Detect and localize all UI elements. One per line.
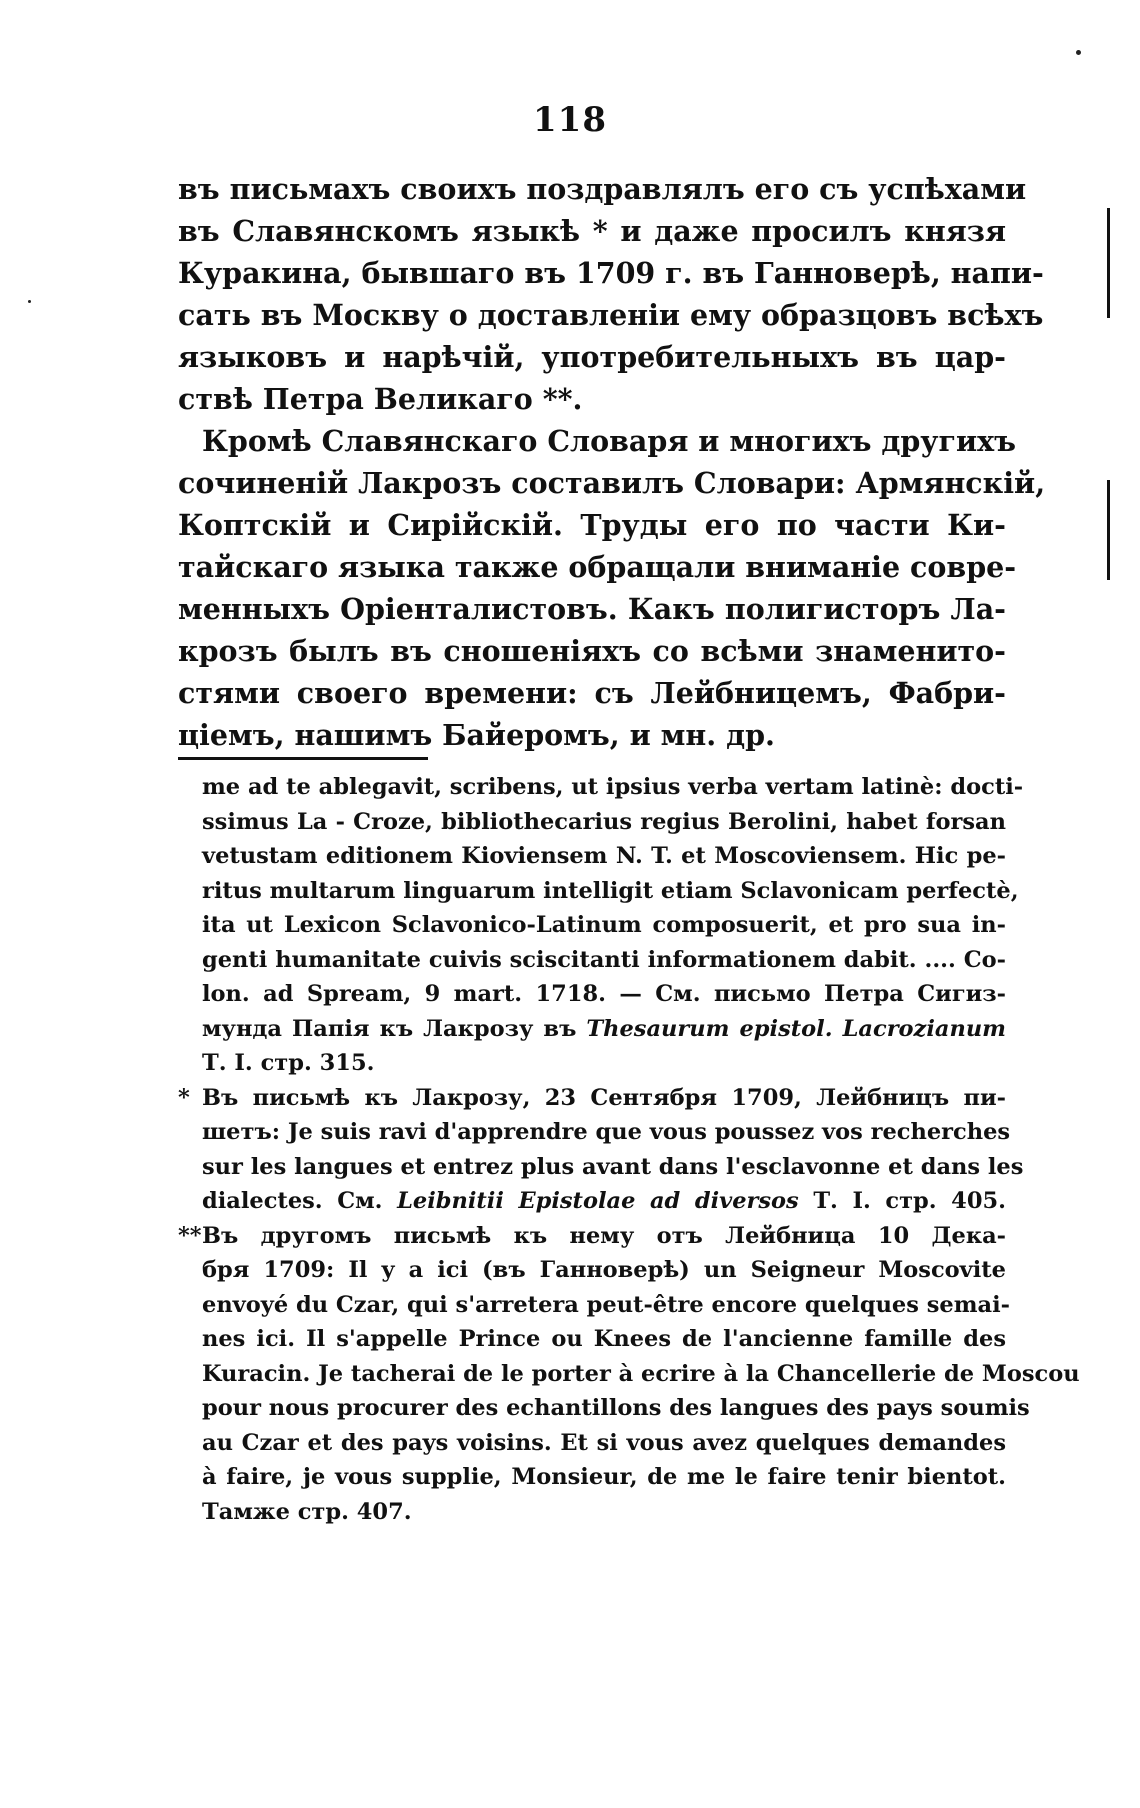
footnote-line: genti humanitate cuivis sciscitanti informationem dabit. .... Co- [202,946,1006,973]
main-line: стями своего времени: съ Лейбницемъ, Фабри- [178,676,1006,710]
footnote-mark: * [178,1084,190,1111]
footnote-italic-title: Thesaurum epistol. Lacrozianum [586,1015,1006,1042]
footnote-line: ssimus La - Croze, bibliothecarius regius Berolini, habet forsan [202,808,1006,835]
footnote-line: envoyé du Czar, qui s'arretera peut-être encore quelques semai- [202,1291,1011,1318]
page-number: 118 [533,100,607,140]
footnote-line: ritus multarum linguarum intelligit etiam Sclavonicam perfectè, [202,877,1019,904]
main-text [178,168,1046,756]
scan-edge-mark [1107,208,1110,318]
footnote-line [178,1184,1006,1219]
main-line: въ письмахъ своихъ поздравлялъ его съ успѣхами [178,172,1027,206]
main-line: крозъ былъ въ сношеніяхъ со всѣми знаменито- [178,634,1006,668]
footnote-text: Въ письмѣ къ Лакрозу, 23 Сентября 1709, Лейбницъ пи- [202,1084,1006,1111]
main-line: языковъ и нарѣчій, употребительныхъ въ цар- [178,340,1006,374]
main-line: сочиненій Лакрозъ составилъ Словари: Армянскій, [178,466,1046,500]
main-line: ствѣ Петра Великаго **. [178,382,583,416]
footnote-line: au Czar et des pays voisins. Et si vous avez quelques demandes [202,1429,1006,1456]
footnote-mark: ** [178,1222,202,1249]
footnotes [178,770,1080,1529]
main-line: Куракина, бывшаго въ 1709 г. въ Ганноверѣ, напи- [178,256,1044,290]
main-line: тайскаго языка также обращали вниманіе совре- [178,550,1017,584]
main-line: ціемъ, нашимъ Байеромъ, и мн. др. [178,718,775,752]
main-line: Кромѣ Славянскаго Словаря и многихъ другихъ [202,424,1016,458]
footnote-line: me ad te ablegavit, scribens, ut ipsius verba vertam latinè: docti- [202,774,1024,800]
footnote-text: Т. I. стр. 405. [813,1188,1006,1214]
footnote-line [178,1219,1006,1254]
footnote-line: шетъ: Je suis ravi d'apprendre que vous poussez vos recherches [202,1119,1011,1145]
main-line: Коптскій и Сирійскій. Труды его по части Ки- [178,508,1006,542]
main-line: сать въ Москву о доставленіи ему образцовъ всѣхъ [178,298,1044,332]
footnote-line: lon. ad Spream, 9 mart. 1718. — См. письмо Петра Сигиз- [202,981,1006,1007]
footnote-line: Kuracin. Je tacherai de le porter à ecrire à la Chancellerie de Moscou [202,1360,1080,1387]
footnote-line: pour nous procurer des echantillons des langues des pays soumis [202,1395,1030,1421]
footnote-line: nes ici. Il s'appelle Prince ou Knees de l'ancienne famille des [202,1326,1006,1352]
footnote-divider [178,757,428,760]
scan-speck [1076,50,1081,55]
footnote-line [178,1012,1006,1047]
footnote-text: dialectes. См. [202,1188,383,1214]
footnote-line: vetustam editionem Kioviensem N. T. et Moscoviensem. Hic pe- [202,843,1006,869]
scan-edge-mark [1107,480,1110,580]
footnote-line: бря 1709: Il y a ici (въ Ганноверѣ) un Seigneur Moscovite [202,1257,1006,1283]
footnote-line: Т. I. стр. 315. [202,1050,375,1076]
main-line: менныхъ Оріенталистовъ. Какъ полигисторъ Ла- [178,592,1006,626]
footnote-line [178,1081,1006,1116]
scan-speck [28,300,31,303]
footnote-italic-title: Leibnitii Epistolae ad diversos [397,1188,799,1214]
footnote-text: Въ другомъ письмѣ къ нему отъ Лейбница 10 Дека- [202,1222,1006,1249]
footnote-text: мунда Папія къ Лакрозу въ [202,1015,577,1042]
footnote-line: ita ut Lexicon Sclavonico-Latinum composuerit, et pro sua in- [202,912,1006,938]
footnote-line: Тамже стр. 407. [202,1498,412,1525]
main-line: въ Славянскомъ языкѣ * и даже просилъ князя [178,214,1006,248]
footnote-line: sur les langues et entrez plus avant dans l'esclavonne et dans les [202,1153,1024,1180]
footnote-line: à faire, je vous supplie, Monsieur, de me le faire tenir bientot. [202,1464,1006,1490]
